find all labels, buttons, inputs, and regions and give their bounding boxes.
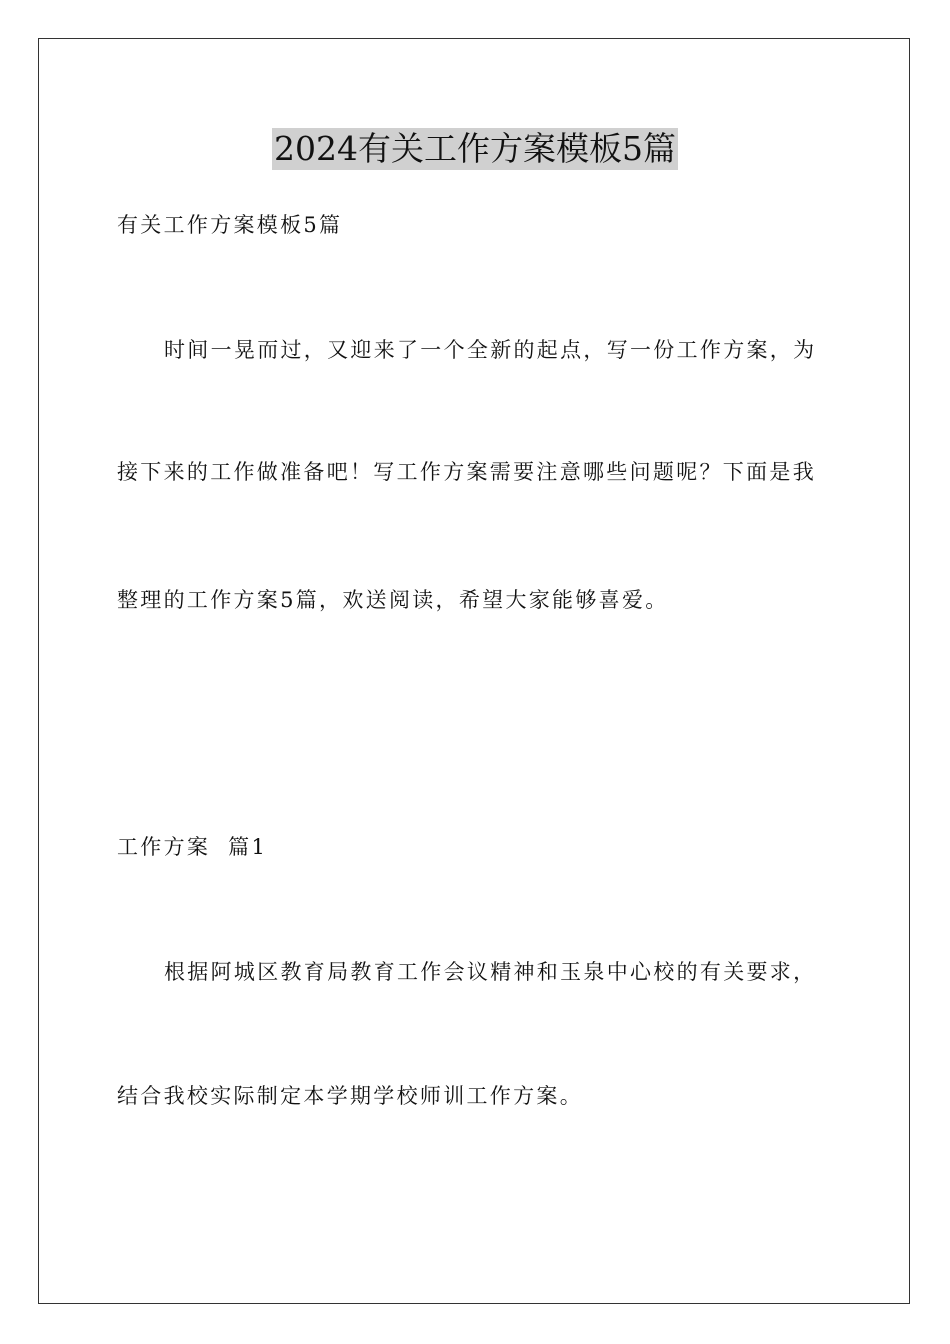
section-heading: 工作方案 篇1 [117, 835, 268, 859]
section-line-1: 根据阿城区教育局教育工作会议精神和玉泉中心校的有关要求， [164, 960, 817, 984]
title-container [0, 128, 950, 170]
section-line-2: 结合我校实际制定本学期学校师训工作方案。 [117, 1084, 583, 1108]
intro-line-1: 时间一晃而过，又迎来了一个全新的起点，写一份工作方案，为 [164, 338, 817, 362]
document-subtitle: 有关工作方案模板5篇 [117, 213, 343, 237]
intro-line-2: 接下来的工作做准备吧！写工作方案需要注意哪些问题呢？下面是我 [117, 460, 816, 484]
intro-line-3: 整理的工作方案5篇，欢送阅读，希望大家能够喜爱。 [117, 588, 669, 612]
document-title: 2024有关工作方案模板5篇 [274, 129, 676, 168]
